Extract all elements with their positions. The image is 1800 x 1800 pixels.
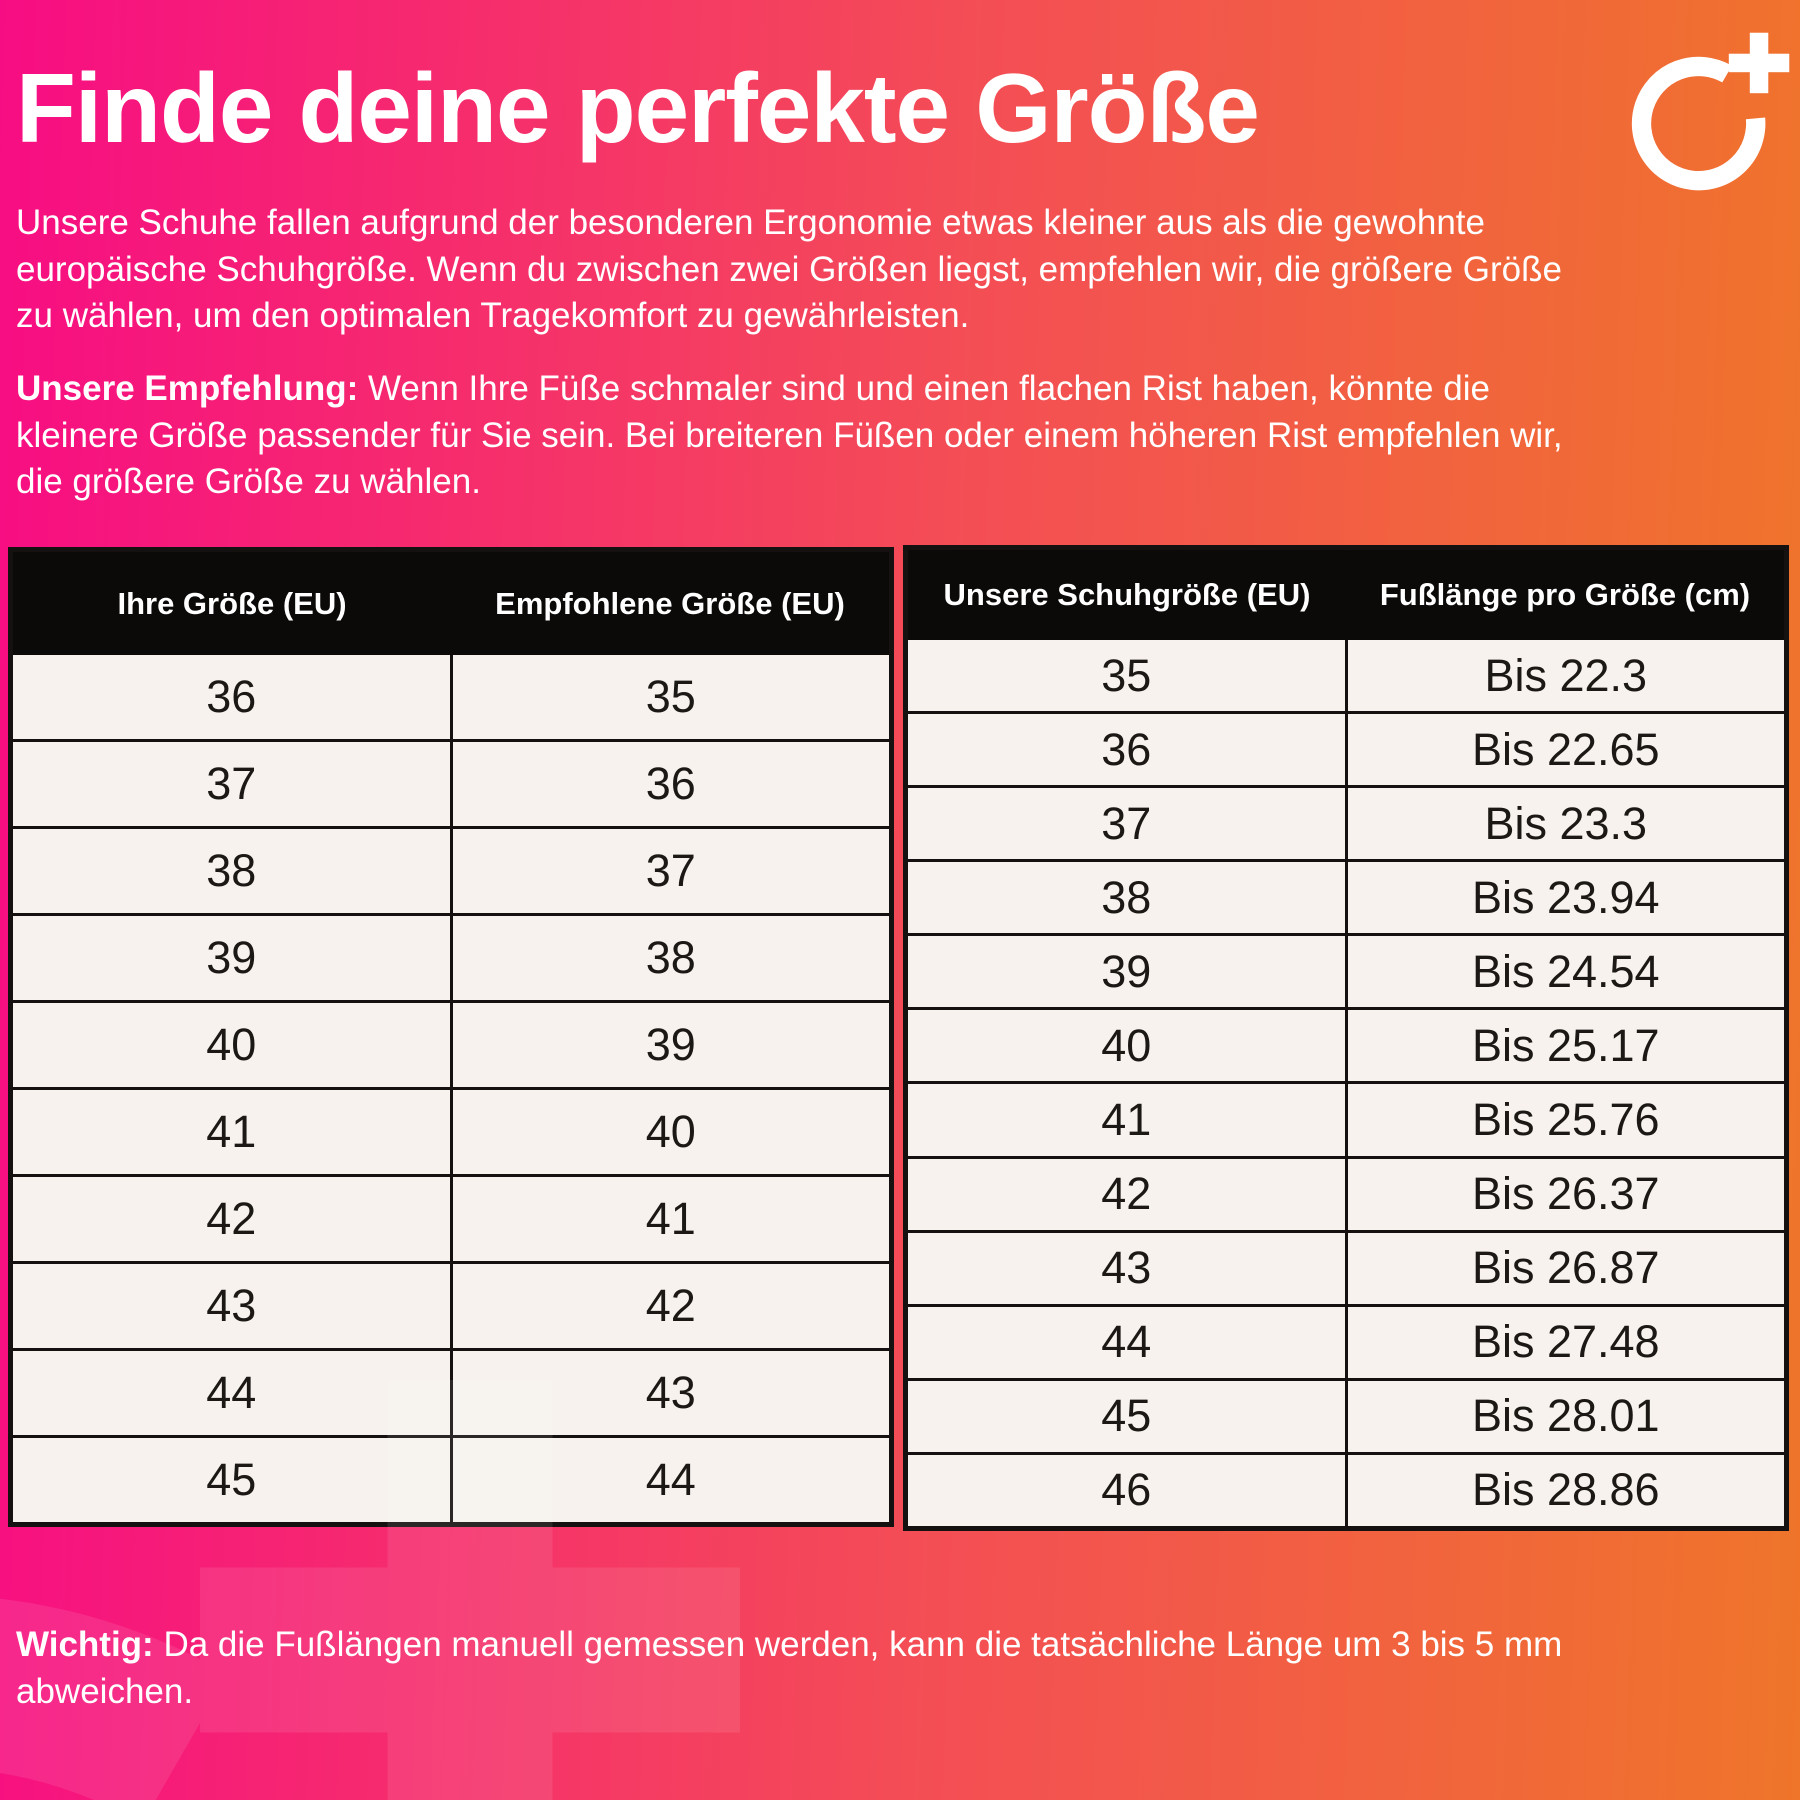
table-cell: Bis 22.3 (1345, 640, 1785, 711)
table-cell: 35 (450, 655, 890, 739)
foot-length-table-header (908, 550, 1784, 640)
table-cell: Bis 26.37 (1345, 1159, 1785, 1230)
circle-plus-logo-icon (1628, 26, 1796, 194)
table-row (908, 859, 1784, 933)
table-row (908, 1156, 1784, 1230)
recommendation-label: Unsere Empfehlung: (16, 369, 359, 408)
footnote-label: Wichtig: (16, 1625, 154, 1664)
table-cell: 42 (450, 1264, 890, 1348)
intro-paragraph: Unsere Schuhe fallen aufgrund der besonderen Ergonomie etwas kleiner aus als die gewohnte europäische Schuhgröße. Wenn du zwischen zwei Größen liegst, empfehlen wir, die größere Größe zu wählen, um den optimalen Tragekomfort zu gewährleisten. (16, 203, 1562, 336)
table-cell: 45 (206, 1454, 257, 1505)
table-cell: Bis 25.17 (1345, 1010, 1785, 1081)
table-cell: 36 (206, 671, 257, 722)
table-cell: 36 (450, 742, 890, 826)
foot-length-table-body (908, 640, 1784, 1526)
table-cell: 40 (206, 1019, 257, 1070)
table-row (13, 739, 889, 826)
table-cell: 44 (1101, 1316, 1152, 1368)
table-cell: Bis 28.01 (1345, 1381, 1785, 1452)
table-row (13, 1000, 889, 1087)
size-conversion-table (8, 547, 894, 1527)
table-cell: 43 (1101, 1242, 1152, 1294)
table-cell: Bis 25.76 (1345, 1084, 1785, 1155)
table-row (908, 933, 1784, 1007)
table-cell: Bis 26.87 (1345, 1233, 1785, 1304)
table-row (13, 1435, 889, 1522)
recommendation-paragraph (16, 366, 1576, 506)
table-cell: 41 (450, 1177, 890, 1261)
table-cell: 38 (1101, 871, 1152, 923)
size-conversion-table-header (13, 552, 889, 655)
table-cell: Bis 27.48 (1345, 1307, 1785, 1378)
table-row (908, 1452, 1784, 1526)
column-header-foot-length: Fußlänge pro Größe (cm) (1379, 577, 1751, 612)
recommendation-text: Wenn Ihre Füße schmaler sind und einen flachen Rist haben, könnte die kleinere Größe passender für Sie sein. Bei breiteren Füßen oder einem höheren Rist empfehlen wir, die größere Größe zu wählen. (16, 369, 1563, 502)
table-cell: 39 (206, 932, 257, 983)
table-cell: 44 (450, 1438, 890, 1522)
footnote-paragraph (16, 1622, 1616, 1715)
table-row (908, 1304, 1784, 1378)
table-cell: Bis 23.94 (1345, 862, 1785, 933)
table-row (13, 1261, 889, 1348)
table-cell: 43 (450, 1351, 890, 1435)
table-cell: 37 (206, 758, 257, 809)
table-cell: 41 (1101, 1094, 1152, 1145)
table-cell: 37 (1101, 797, 1152, 849)
foot-length-table (903, 545, 1789, 1531)
table-cell: 41 (206, 1106, 257, 1157)
table-cell: Bis 23.3 (1345, 788, 1785, 859)
table-cell: Bis 28.86 (1345, 1455, 1785, 1526)
table-cell: 43 (206, 1280, 257, 1331)
table-row (908, 1007, 1784, 1081)
table-row (908, 1378, 1784, 1452)
table-cell: 42 (206, 1193, 257, 1244)
table-cell: 45 (1101, 1390, 1152, 1442)
table-row (13, 1348, 889, 1435)
table-cell: 35 (1101, 649, 1152, 701)
table-cell: 38 (450, 916, 890, 1000)
table-row (908, 640, 1784, 711)
table-row (13, 655, 889, 739)
table-cell: 46 (1101, 1464, 1152, 1516)
table-cell: 38 (206, 845, 257, 896)
table-cell: Bis 24.54 (1345, 936, 1785, 1007)
table-cell: 44 (206, 1367, 257, 1418)
table-cell: 39 (1101, 945, 1152, 997)
table-cell: 40 (1101, 1019, 1152, 1071)
page-title: Finde deine perfekte Größe (16, 53, 1259, 163)
size-conversion-table-body (13, 655, 889, 1522)
table-cell: Bis 22.65 (1345, 714, 1785, 785)
table-cell: 36 (1101, 723, 1152, 775)
table-cell: 37 (450, 829, 890, 913)
column-header-our-shoe-size: Unsere Schuhgröße (EU) (943, 577, 1311, 612)
table-row (13, 1174, 889, 1261)
table-row (13, 913, 889, 1000)
column-header-recommended-size: Empfohlene Größe (EU) (495, 585, 845, 621)
table-cell: 40 (450, 1090, 890, 1174)
table-cell: 39 (450, 1003, 890, 1087)
table-row (908, 785, 1784, 859)
table-row (13, 1087, 889, 1174)
table-row (908, 1230, 1784, 1304)
footnote-text: Da die Fußlängen manuell gemessen werden, kann die tatsächliche Länge um 3 bis 5 mm abweichen. (16, 1625, 1563, 1711)
table-cell: 42 (1101, 1168, 1152, 1220)
table-row (13, 826, 889, 913)
column-header-your-size: Ihre Größe (EU) (117, 585, 347, 621)
table-row (908, 711, 1784, 785)
table-row (908, 1081, 1784, 1155)
